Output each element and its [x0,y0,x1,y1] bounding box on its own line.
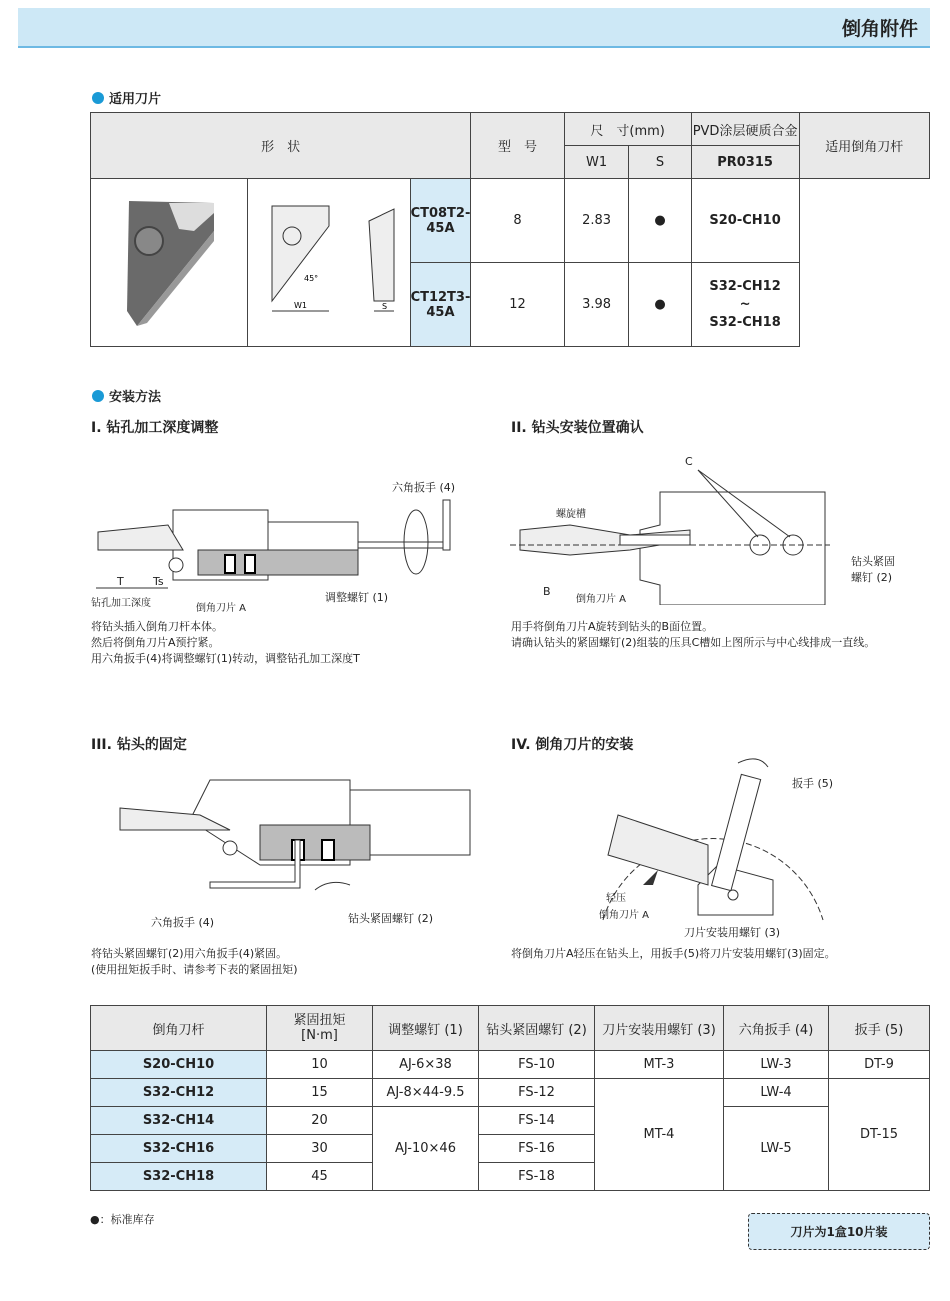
svg-text:S: S [381,301,387,311]
insert-drawing [247,179,410,347]
col-w1: W1 [564,146,629,179]
col-shape: 形 状 [91,113,471,179]
table-row: CT12T3-45A 12 3.98 ● S32-CH12 ~ S32-CH18 [91,263,930,347]
svg-text:W1: W1 [293,300,307,310]
stock-mark: ● [629,263,691,347]
insert-photo [91,179,248,347]
col-size: 尺 寸(mm) [564,113,691,146]
step3-diagram [110,770,480,920]
col-grade: PR0315 [691,146,799,179]
insert-photo-image [109,191,229,331]
col-s: S [629,146,691,179]
page-title: 倒角附件 [841,18,918,40]
footnote: ●：标准库存 [90,1213,155,1226]
insert-drawing-image [254,191,404,331]
step3-text: 将钻头紧固螺钉(2)用六角扳手(4)紧固。 (使用扭矩扳手时、请参考下表的紧固扭矩) [91,947,298,976]
col-model: 型 号 [471,113,564,179]
col-holder: 适用倒角刀杆 [799,113,929,179]
svg-text:45°: 45° [303,273,318,283]
col-pvd: PVD涂层硬质合金 [691,113,799,146]
table-row: S32-CH14 20 AJ-10×46 FS-14 LW-5 [91,1107,930,1135]
step3-title: III. 钻头的固定 [91,737,187,753]
step2-diagram [510,455,840,605]
section-title-install: 安装方法 [92,386,161,405]
step1-title: I. 钻孔加工深度调整 [91,420,219,436]
pack-note: 刀片为1盒10片装 [748,1213,930,1250]
table-row: S32-CH12 15 AJ-8×44-9.5 FS-12 MT-4 LW-4 DT-15 [91,1079,930,1107]
step1-text: 将钻头插入倒角刀杆本体。 然后将倒角刀片A预拧紧。 用六角扳手(4)将调整螺钉(1)转动，调整钻孔加工深度T [91,620,360,665]
section-title-inserts: 适用刀片 [92,88,161,107]
bullet-icon [92,92,104,104]
table-row: S20-CH10 10 AJ-6×38 FS-10 MT-3 LW-3 DT-9 [91,1051,930,1079]
table-row: S32-CH18 45 FS-18 [91,1163,930,1191]
table-row: S32-CH16 30 FS-16 [91,1135,930,1163]
page-header [18,8,930,48]
parts-table: 倒角刀杆 紧固扭矩 [N·m] 调整螺钉 (1) 钻头紧固螺钉 (2) 刀片安装用螺钉 (3) 六角扳手 (4) 扳手 (5) S20-CH10 10 AJ-6×38 FS-10 MT-3 LW-3 DT-9 S32-CH12 15 AJ-8×44-9.5 FS-12 MT-4 LW-4 DT-15 S32-CH14 20 AJ-10×46 FS-14 LW-5 S32-CH16 30 FS-16 S32-CH18 45 FS-18 [90,1005,930,1191]
stock-mark: ● [629,179,691,263]
step2-title: II. 钻头安装位置确认 [511,420,644,436]
table-row: W1 45° S CT08T2-45A 8 2.83 ● S20-CH10 [91,179,930,263]
step4-text: 将倒角刀片A轻压在钻头上，用扳手(5)将刀片安装用螺钉(3)固定。 [511,947,836,960]
model-cell: CT08T2-45A [410,179,471,263]
model-cell: CT12T3-45A [410,263,471,347]
step2-text: 用手将倒角刀片A旋转到钻头的B面位置。 请确认钻头的紧固螺钉(2)组装的压具C槽如上图所示与中心线排成一直线。 [511,620,876,649]
bullet-icon [92,390,104,402]
step4-title: IV. 倒角刀片的安装 [511,737,634,753]
insert-table [90,112,930,347]
